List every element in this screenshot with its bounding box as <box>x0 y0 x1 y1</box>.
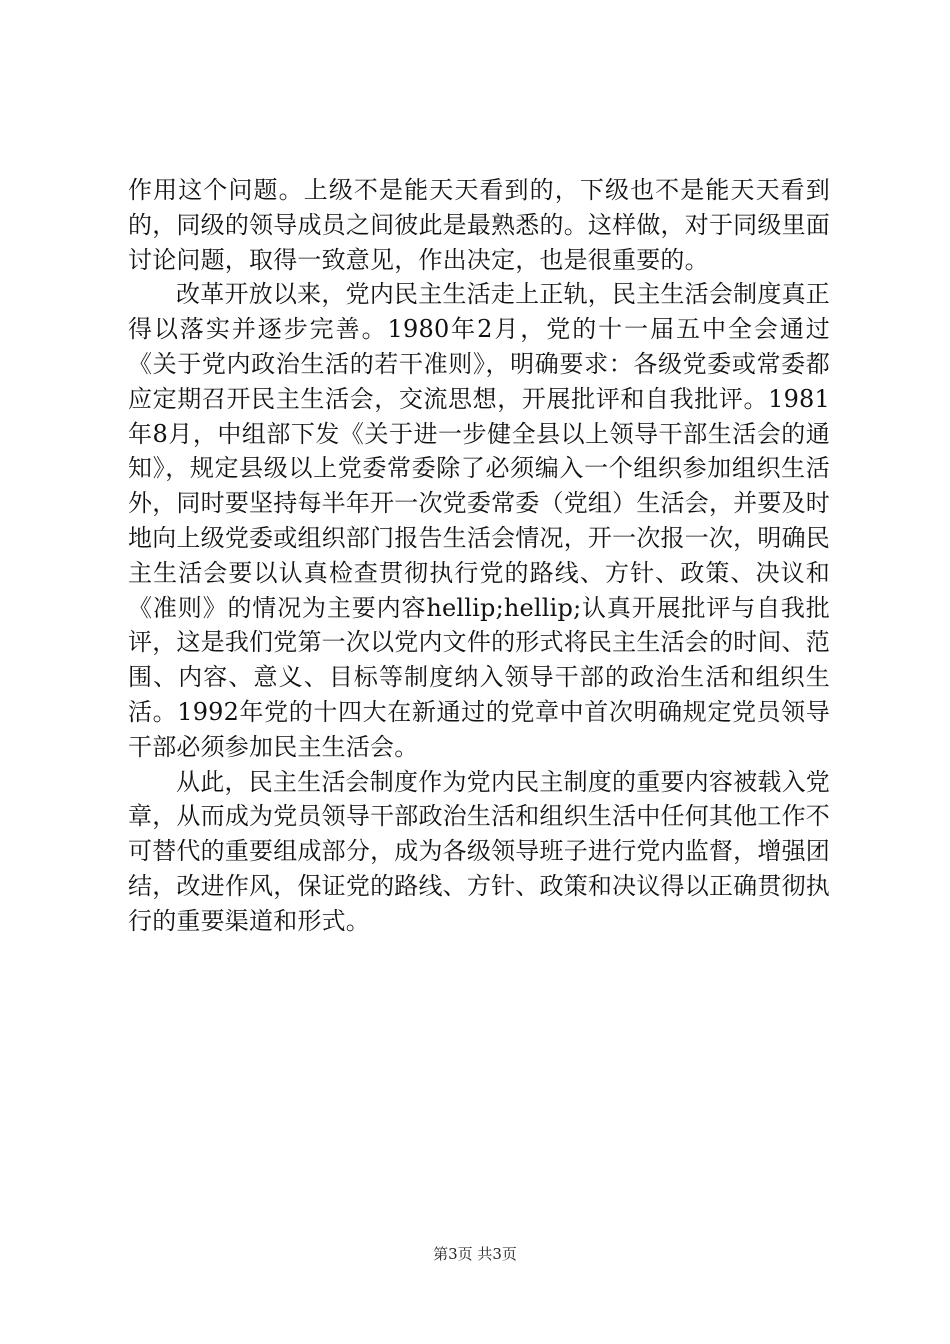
document-body <box>128 173 830 939</box>
paragraph-3: 从此，民主生活会制度作为党内民主制度的重要内容被载入党章，从而成为党员领导干部政治生活和组织生活中任何其他工作不可替代的重要组成部分，成为各级领导班子进行党内监督，增强团结，改进作风，保证党的路线、方针、政策和决议得以正确贯彻执行的重要渠道和形式。 <box>128 767 830 935</box>
page-number: 第3页 共3页 <box>433 1245 517 1263</box>
paragraph-2: 改革开放以来，党内民主生活走上正轨，民主生活会制度真正得以落实并逐步完善。1980年2月，党的十一届五中全会通过《关于党内政治生活的若干准则》，明确要求：各级党委或常委都应定期召开民主生活会，交流思想，开展批评和自我批评。1981年8月，中组部下发《关于进一步健全县以上领导干部生活会的通知》，规定县级以上党委常委除了必须编入一个组织参加组织生活外，同时要坚持每半年开一次党委常委（党组）生活会，并要及时地向上级党委或组织部门报告生活会情况，开一次报一次，明确民主生活会要以认真检查贯彻执行党的路线、方针、政策、决议和《准则》的情况为主要内容hellip;hellip;认真开展批评与自我批评，这是我们党第一次以党内文件的形式将民主生活会的时间、范围、内容、意义、目标等制度纳入领导干部的政治生活和组织生活。1992年党的十四大在新通过的党章中首次明确规定党员领导干部必须参加民主生活会。 <box>128 280 830 761</box>
page-footer <box>0 1243 950 1264</box>
paragraph-1: 作用这个问题。上级不是能天天看到的，下级也不是能天天看到的，同级的领导成员之间彼此是最熟悉的。这样做，对于同级里面讨论问题，取得一致意见，作出决定，也是很重要的。 <box>128 176 830 274</box>
